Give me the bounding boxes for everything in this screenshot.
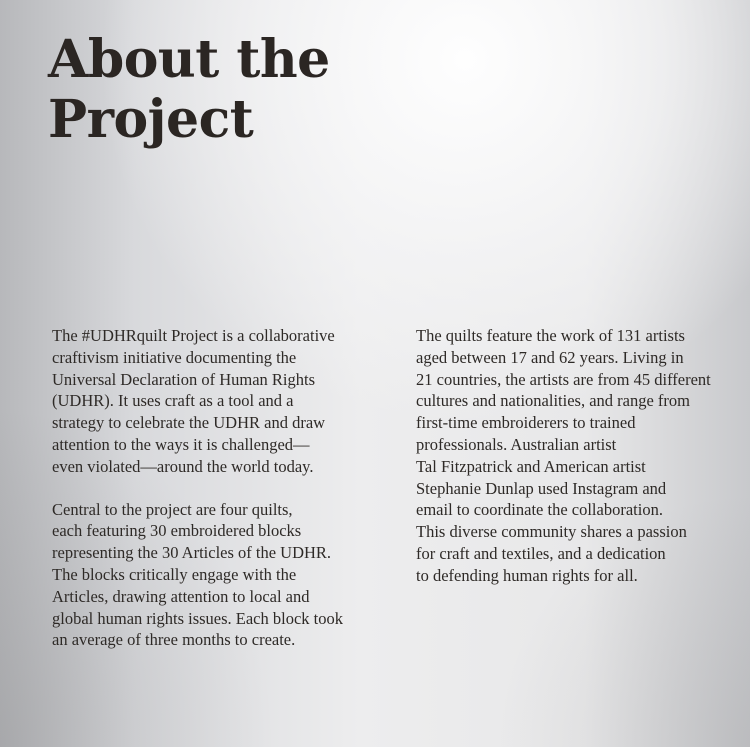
- right-text-column: [416, 325, 746, 608]
- artists-paragraph: The quilts feature the work of 131 artists aged between 17 and 62 years. Living in 21 countries, the artists are from 45 different cultures and nationalities, and range from first-time embroiderers to trained professionals. Australian artist Tal Fitzpatrick and American artist Stephanie Dunlap used Instagram and email to coordinate the collaboration. This diverse community shares a passion for craft and textiles, and a dedication to defending human rights for all.: [416, 326, 711, 585]
- page-title: About the Project: [48, 29, 330, 150]
- left-text-column: [52, 325, 392, 672]
- intro-paragraph: The #UDHRquilt Project is a collaborative craftivism initiative documenting the Universal Declaration of Human Rights (UDHR). It uses craft as a tool and a strategy to celebrate the UDHR and draw attention to the ways it is challenged— even violated—around the world today.: [52, 326, 335, 476]
- quilts-paragraph: Central to the project are four quilts, each featuring 30 embroidered blocks representing the 30 Articles of the UDHR. The blocks critically engage with the Articles, drawing attention to local and global human rights issues. Each block took an average of three months to create.: [52, 499, 343, 650]
